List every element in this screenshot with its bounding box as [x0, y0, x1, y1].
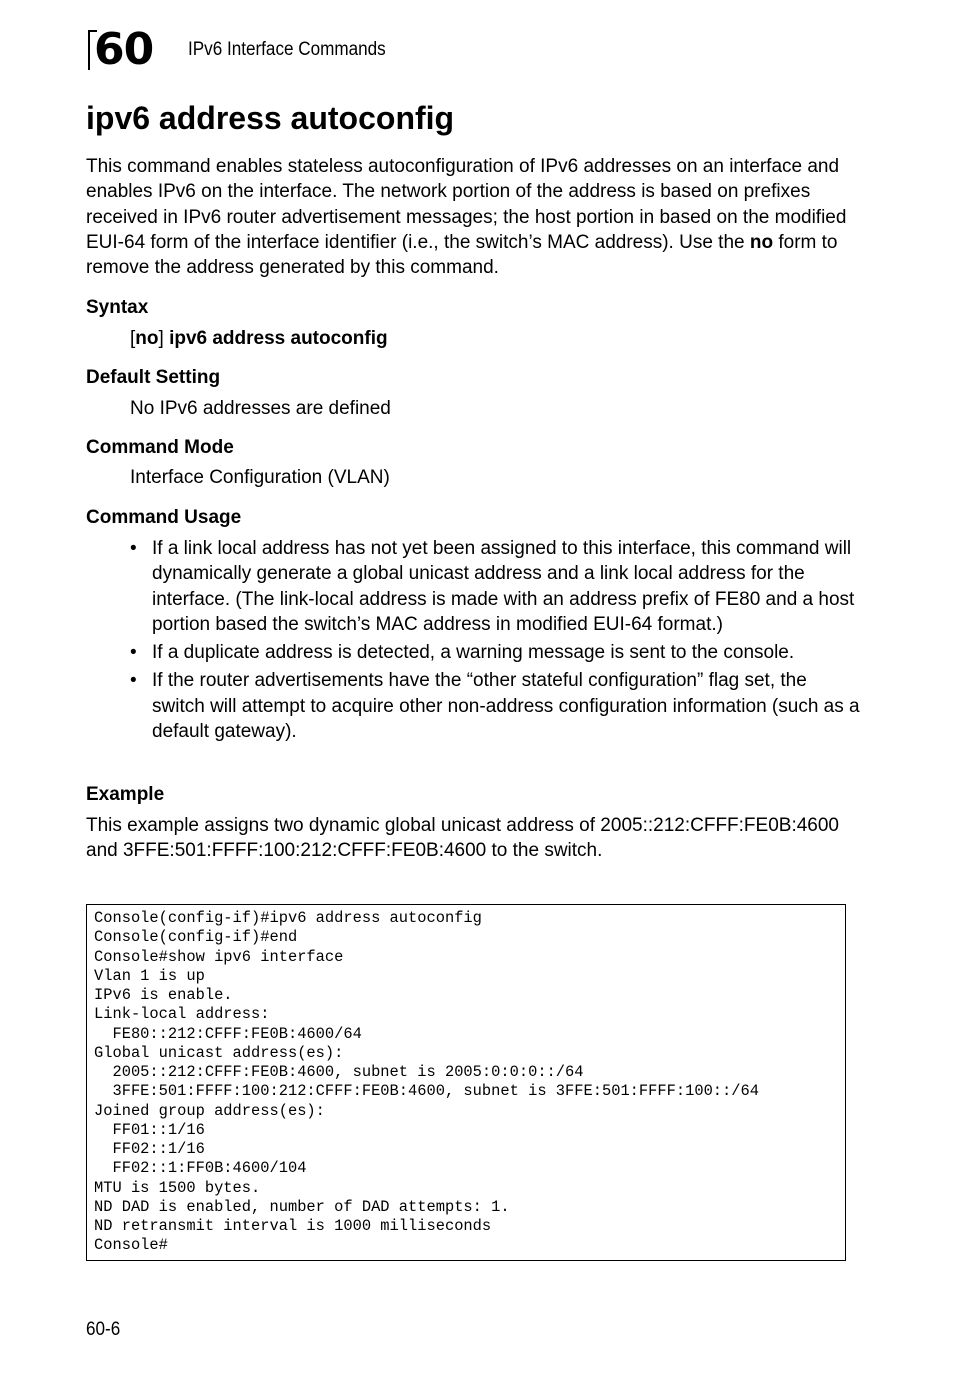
- example-heading: Example: [86, 784, 165, 805]
- code-line: FF02::1:FF0B:4600/104: [94, 1159, 307, 1178]
- code-line: Console#: [94, 1236, 168, 1255]
- chapter-number: 60: [94, 24, 154, 75]
- intro-text-end: form to remove the address generated by this command.: [86, 231, 838, 279]
- bullet-icon: •: [130, 642, 137, 664]
- list-item: [130, 536, 860, 637]
- code-line: FE80::212:CFFF:FE0B:4600/64: [94, 1024, 362, 1043]
- command-mode-heading: Command Mode: [86, 437, 234, 458]
- bullet-icon: •: [130, 670, 137, 692]
- default-setting-heading: Default Setting: [86, 367, 221, 388]
- intro-bold-keyword: no: [749, 231, 774, 253]
- syntax-bracket-open: [: [130, 328, 136, 349]
- default-setting-text: No IPv6 addresses are defined: [130, 398, 391, 419]
- chapter-badge: [88, 24, 166, 75]
- command-usage-list: [130, 536, 860, 747]
- list-item-text: If a duplicate address is detected, a warning message is sent to the console.: [152, 642, 795, 664]
- code-line: MTU is 1500 bytes.: [94, 1178, 261, 1197]
- code-line: Global unicast address(es):: [94, 1043, 344, 1062]
- code-block: [86, 904, 846, 1261]
- bullet-icon: •: [130, 538, 137, 559]
- syntax-line: [130, 327, 388, 351]
- code-line: FF02::1/16: [94, 1140, 205, 1158]
- code-line: Console#show ipv6 interface: [94, 947, 344, 966]
- intro-text-start: This command enables stateless autoconfiguration of IPv6 addresses on an interface and enables IPv6 on the interface. The network portion of the address is based on prefixes received in IPv6 router advertisement messages; the host portion in based on the modified EUI-64 form of the interface identifier (i.e., the switch’s MAC address). Use the: [86, 156, 847, 253]
- syntax-optional-keyword: no: [135, 328, 159, 349]
- example-description: This example assigns two dynamic global unicast address of 2005::212:CFFF:FE0B:4600 and 3FFE:501:FFFF:100:212:CFFF:FE0B:4600 to the switch.: [86, 815, 839, 862]
- command-usage-heading: Command Usage: [86, 507, 242, 528]
- code-line: ND retransmit interval is 1000 milliseconds: [94, 1217, 492, 1235]
- code-line: Joined group address(es):: [94, 1101, 325, 1120]
- code-line: Link-local address:: [94, 1005, 270, 1024]
- command-mode-text: Interface Configuration (VLAN): [130, 467, 390, 488]
- running-header-title: IPv6 Interface Commands: [188, 39, 386, 60]
- code-line: Console(config-if)#end: [94, 928, 298, 947]
- syntax-bracket-close: ]: [158, 328, 164, 349]
- code-line: Console(config-if)#ipv6 address autoconfig: [94, 909, 482, 927]
- page-number: 60-6: [86, 1319, 121, 1340]
- syntax-command: ipv6 address autoconfig: [169, 328, 388, 349]
- page-title: ipv6 address autoconfig: [86, 100, 455, 136]
- code-line: 2005::212:CFFF:FE0B:4600, subnet is 2005:0:0:0::/64: [94, 1063, 584, 1081]
- code-line: ND DAD is enabled, number of DAD attempts: 1.: [94, 1197, 510, 1216]
- list-item: [130, 668, 860, 744]
- syntax-heading: Syntax: [86, 297, 149, 318]
- list-item: [130, 640, 860, 665]
- list-item-text: If the router advertisements have the “other stateful configuration” flag set, the switch will attempt to acquire other non-address configuration information (such as a default gateway).: [152, 670, 860, 743]
- intro-paragraph: [86, 154, 856, 280]
- code-line: 3FFE:501:FFFF:100:212:CFFF:FE0B:4600, subnet is 3FFE:501:FFFF:100::/64: [94, 1082, 759, 1101]
- code-line: IPv6 is enable.: [94, 986, 233, 1004]
- code-line: FF01::1/16: [94, 1120, 205, 1139]
- list-item-text: If a link local address has not yet been assigned to this interface, this command will dynamically generate a global unicast address and a link local address for the interface. (The link-local address is made with an address prefix of FE80 and a host portion based the switch’s MAC address in modified EUI-64 format.): [152, 538, 855, 635]
- code-line: Vlan 1 is up: [94, 966, 205, 985]
